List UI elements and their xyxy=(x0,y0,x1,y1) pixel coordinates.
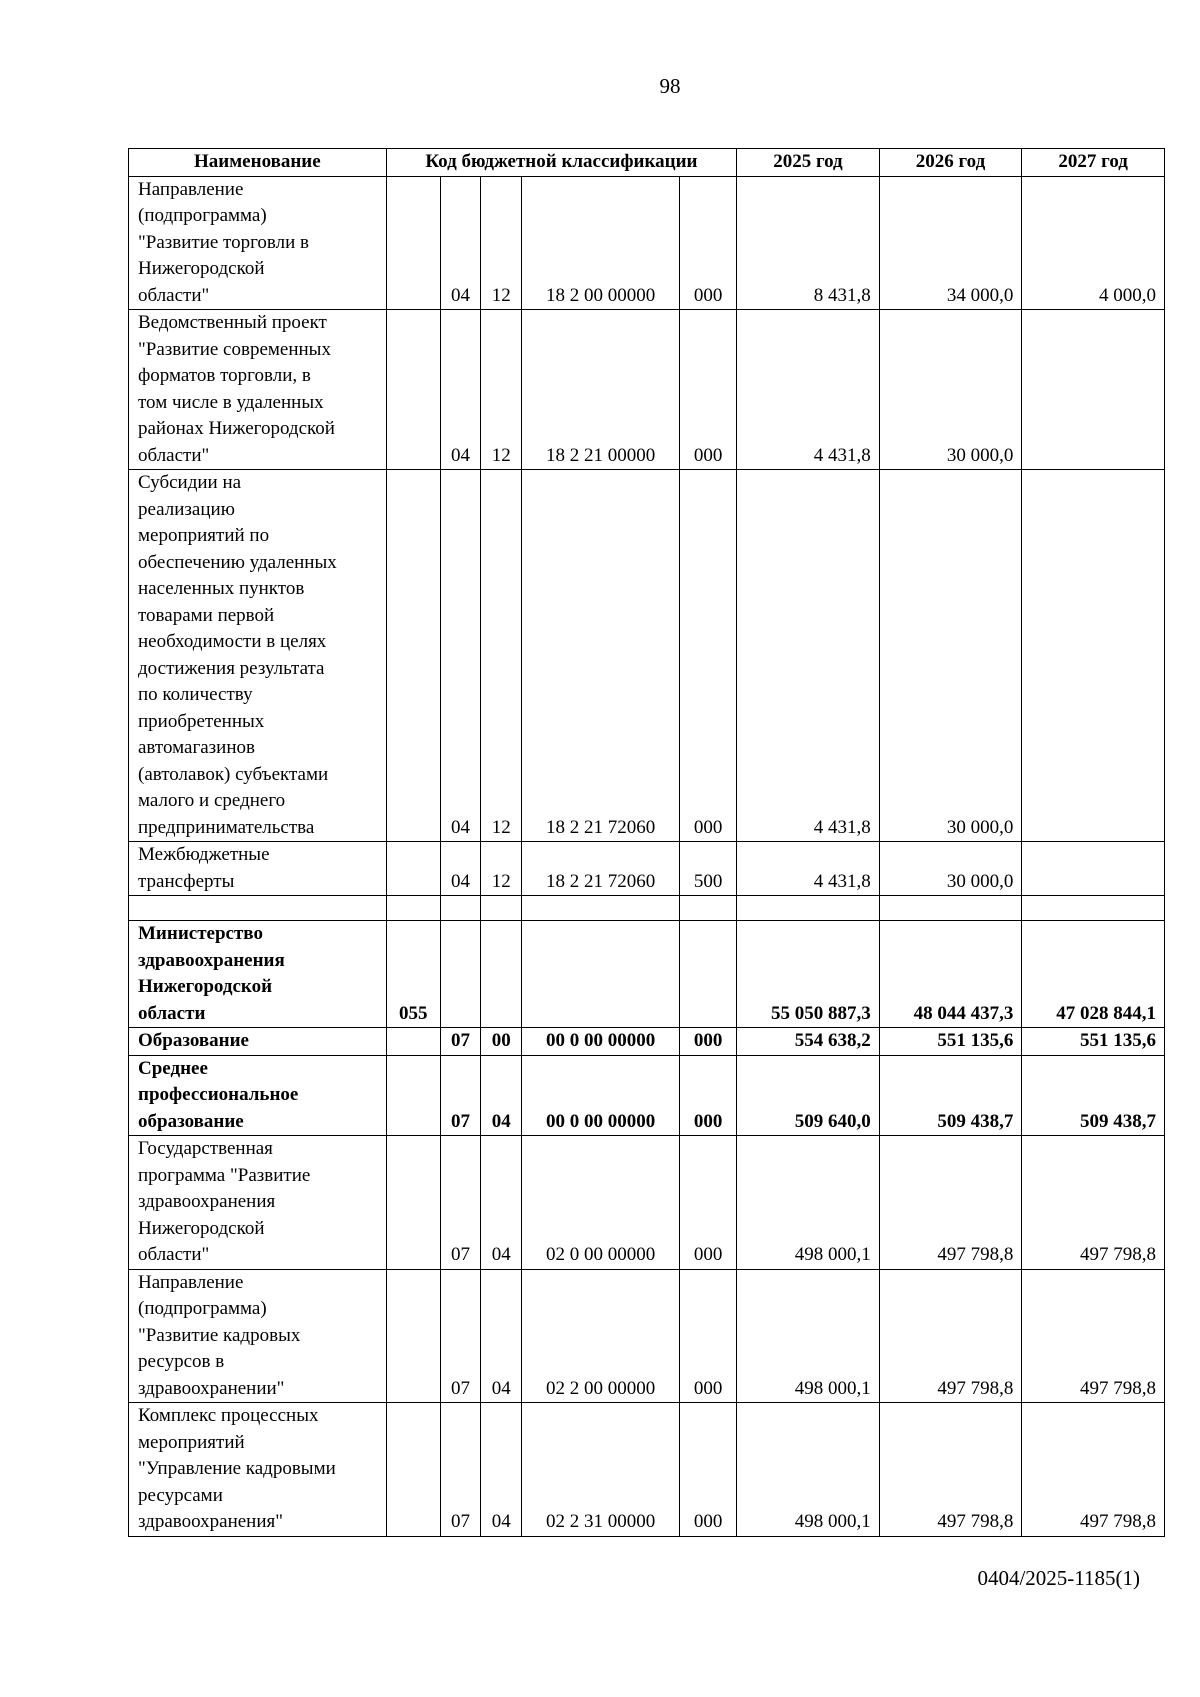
table-row xyxy=(129,1028,1165,1056)
row-vr: 000 xyxy=(680,1269,737,1403)
row-vr: 000 xyxy=(680,1136,737,1270)
table-row xyxy=(129,1136,1165,1270)
row-rz: 04 xyxy=(440,842,481,896)
row-2026: 551 135,6 xyxy=(879,1028,1022,1056)
row-2025: 55 050 887,3 xyxy=(737,921,880,1028)
row-name: Направление (подпрограмма) "Развитие торговли в Нижегородской области" xyxy=(129,176,387,310)
header-2025: 2025 год xyxy=(737,149,880,177)
row-2027: 47 028 844,1 xyxy=(1022,921,1165,1028)
row-pr: 04 xyxy=(481,1403,522,1537)
row-csr: 18 2 21 72060 xyxy=(522,470,680,842)
row-2027 xyxy=(1022,470,1165,842)
row-csr: 02 0 00 00000 xyxy=(522,1136,680,1270)
row-vr: 000 xyxy=(680,1055,737,1136)
row-rz: 07 xyxy=(440,1055,481,1136)
empty-cell xyxy=(522,896,680,921)
empty-cell xyxy=(680,896,737,921)
row-gr xyxy=(386,470,440,842)
row-rz: 07 xyxy=(440,1028,481,1056)
table-row xyxy=(129,1403,1165,1537)
row-2025: 498 000,1 xyxy=(737,1269,880,1403)
row-2026: 497 798,8 xyxy=(879,1403,1022,1537)
row-rz: 04 xyxy=(440,470,481,842)
row-rz: 04 xyxy=(440,310,481,470)
row-gr xyxy=(386,176,440,310)
row-rz: 04 xyxy=(440,176,481,310)
row-csr: 18 2 00 00000 xyxy=(522,176,680,310)
row-name: Министерство здравоохранения Нижегородской области xyxy=(129,921,387,1028)
row-pr: 00 xyxy=(481,1028,522,1056)
row-vr: 000 xyxy=(680,1028,737,1056)
row-vr: 000 xyxy=(680,470,737,842)
row-csr xyxy=(522,921,680,1028)
row-vr: 000 xyxy=(680,1403,737,1537)
row-vr: 500 xyxy=(680,842,737,896)
row-2026: 30 000,0 xyxy=(879,470,1022,842)
row-rz: 07 xyxy=(440,1269,481,1403)
row-2026: 34 000,0 xyxy=(879,176,1022,310)
row-vr: 000 xyxy=(680,310,737,470)
table-row xyxy=(129,470,1165,842)
row-2026: 48 044 437,3 xyxy=(879,921,1022,1028)
row-csr: 18 2 21 72060 xyxy=(522,842,680,896)
row-csr: 00 0 00 00000 xyxy=(522,1028,680,1056)
budget-table xyxy=(128,148,1165,1537)
row-name: Межбюджетные трансферты xyxy=(129,842,387,896)
table-row xyxy=(129,1269,1165,1403)
row-2025: 498 000,1 xyxy=(737,1136,880,1270)
header-code: Код бюджетной классификации xyxy=(386,149,736,177)
row-2027 xyxy=(1022,842,1165,896)
empty-cell xyxy=(879,896,1022,921)
row-pr: 04 xyxy=(481,1136,522,1270)
table-row xyxy=(129,176,1165,310)
row-gr xyxy=(386,1136,440,1270)
row-pr: 12 xyxy=(481,842,522,896)
row-gr xyxy=(386,1403,440,1537)
row-2026: 497 798,8 xyxy=(879,1269,1022,1403)
header-row xyxy=(129,149,1165,177)
row-2027: 551 135,6 xyxy=(1022,1028,1165,1056)
row-csr: 00 0 00 00000 xyxy=(522,1055,680,1136)
row-2026: 30 000,0 xyxy=(879,842,1022,896)
row-2025: 4 431,8 xyxy=(737,842,880,896)
row-2027: 4 000,0 xyxy=(1022,176,1165,310)
row-pr: 12 xyxy=(481,176,522,310)
row-2025: 509 640,0 xyxy=(737,1055,880,1136)
row-gr xyxy=(386,1055,440,1136)
row-pr: 04 xyxy=(481,1269,522,1403)
row-rz xyxy=(440,921,481,1028)
row-2027: 497 798,8 xyxy=(1022,1136,1165,1270)
row-2026: 509 438,7 xyxy=(879,1055,1022,1136)
row-pr: 12 xyxy=(481,470,522,842)
row-pr: 04 xyxy=(481,1055,522,1136)
empty-row xyxy=(129,896,1165,921)
empty-cell xyxy=(386,896,440,921)
row-2025: 498 000,1 xyxy=(737,1403,880,1537)
row-gr xyxy=(386,1028,440,1056)
row-name: Субсидии на реализацию мероприятий по обеспечению удаленных населенных пунктов товарами первой необходимости в целях достижения результата по количеству приобретенных автомагазинов (автолавок) субъектами малого и среднего предпринимательства xyxy=(129,470,387,842)
row-vr: 000 xyxy=(680,176,737,310)
row-name: Среднее профессиональное образование xyxy=(129,1055,387,1136)
row-2025: 8 431,8 xyxy=(737,176,880,310)
row-csr: 02 2 00 00000 xyxy=(522,1269,680,1403)
row-gr xyxy=(386,1269,440,1403)
row-2027 xyxy=(1022,310,1165,470)
document-id: 0404/2025-1185(1) xyxy=(977,1566,1140,1590)
row-2025: 4 431,8 xyxy=(737,470,880,842)
table-row xyxy=(129,842,1165,896)
row-name: Образование xyxy=(129,1028,387,1056)
row-gr xyxy=(386,310,440,470)
row-pr: 12 xyxy=(481,310,522,470)
row-gr xyxy=(386,842,440,896)
row-rz: 07 xyxy=(440,1403,481,1537)
row-name: Государственная программа "Развитие здравоохранения Нижегородской области" xyxy=(129,1136,387,1270)
row-vr xyxy=(680,921,737,1028)
table-row xyxy=(129,921,1165,1028)
empty-cell xyxy=(737,896,880,921)
row-rz: 07 xyxy=(440,1136,481,1270)
row-pr xyxy=(481,921,522,1028)
header-2027: 2027 год xyxy=(1022,149,1165,177)
page-number: 98 xyxy=(659,74,681,98)
row-csr: 02 2 31 00000 xyxy=(522,1403,680,1537)
row-csr: 18 2 21 00000 xyxy=(522,310,680,470)
row-2026: 30 000,0 xyxy=(879,310,1022,470)
row-2027: 497 798,8 xyxy=(1022,1269,1165,1403)
row-2027: 497 798,8 xyxy=(1022,1403,1165,1537)
header-2026: 2026 год xyxy=(879,149,1022,177)
empty-cell xyxy=(440,896,481,921)
empty-cell xyxy=(481,896,522,921)
row-2027: 509 438,7 xyxy=(1022,1055,1165,1136)
row-name: Ведомственный проект "Развитие современных форматов торговли, в том числе в удаленных районах Нижегородской области" xyxy=(129,310,387,470)
table-row xyxy=(129,310,1165,470)
row-name: Комплекс процессных мероприятий "Управление кадровыми ресурсами здравоохранения" xyxy=(129,1403,387,1537)
row-2025: 4 431,8 xyxy=(737,310,880,470)
table-row xyxy=(129,1055,1165,1136)
row-gr: 055 xyxy=(386,921,440,1028)
row-2025: 554 638,2 xyxy=(737,1028,880,1056)
header-name: Наименование xyxy=(129,149,387,177)
empty-cell xyxy=(1022,896,1165,921)
row-name: Направление (подпрограмма) "Развитие кадровых ресурсов в здравоохранении" xyxy=(129,1269,387,1403)
empty-cell xyxy=(129,896,387,921)
row-2026: 497 798,8 xyxy=(879,1136,1022,1270)
